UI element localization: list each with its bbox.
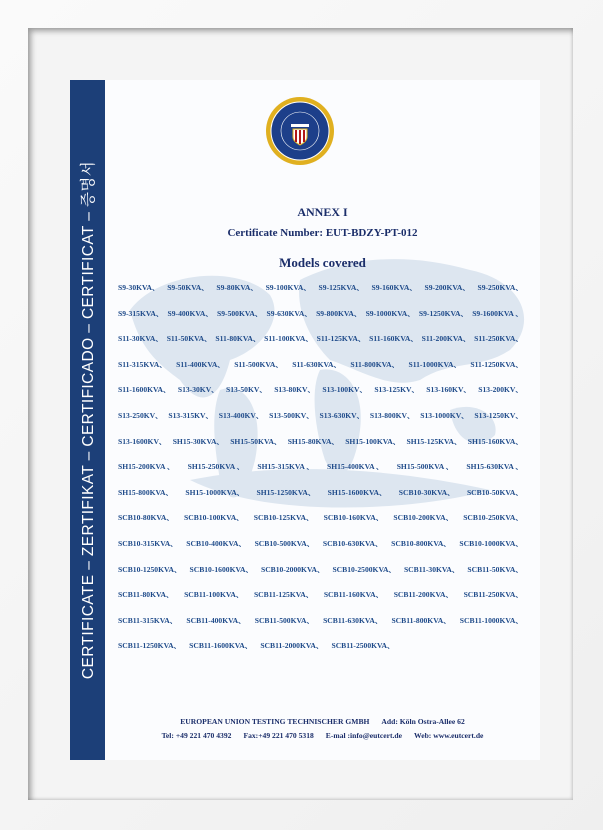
model-item: SH15-1000KVA、 [185,487,245,497]
footer-company-line [105,717,540,726]
model-item: SCB10-2500KVA、 [332,564,397,574]
model-item: SCB11-30KVA、 [403,564,460,574]
model-item: S11-800KVA、 [350,359,400,369]
model-item: SCB10-30KVA、 [398,487,455,497]
model-item: S11-100KVA、 [264,334,313,344]
models-row [118,461,523,487]
model-item: SCB10-160KVA、 [323,513,384,523]
models-row [118,487,523,513]
model-item: S13-1600KV、 [118,436,167,446]
model-item: S13-800KV、 [369,410,415,420]
model-item: SCB11-1250KVA、 [118,641,182,651]
model-item: SCB11-400KVA、 [186,615,246,625]
model-item: SH15-800KVA、 [118,487,174,497]
model-item: SCB10-50KVA、 [466,487,523,497]
footer-address: Add: Köln Ostra-Allee 62 [381,717,465,726]
model-item: SH15-1600KVA、 [327,487,387,497]
model-item: SCB11-1000KVA、 [459,615,523,625]
model-item: S9-800KVA、 [316,308,362,318]
model-item: S11-500KVA、 [234,359,283,369]
footer-fax: Fax:+49 221 470 5318 [243,731,314,740]
model-item: S9-200KVA、 [424,283,470,292]
model-item: SH15-125KVA、 [406,436,462,446]
model-item: S13-30KV、 [177,385,219,395]
model-item: SCB11-125KVA、 [253,590,314,600]
models-row [118,436,523,462]
model-item: S11-50KVA、 [166,334,212,344]
model-item: S9-1000KVA、 [365,308,415,318]
models-row [118,410,523,436]
model-item: SCB10-315KVA、 [118,538,178,548]
model-item: S13-200KV、 [478,385,523,395]
model-item: S13-160KV、 [426,385,472,395]
footer-web: Web: www.eutcert.de [414,731,484,740]
model-item: SH15-315KVA 、 [257,462,314,472]
models-row [118,589,523,615]
model-item: SCB11-800KVA、 [391,615,451,625]
models-row [118,538,523,564]
model-item: S9-315KVA、 [118,308,164,318]
model-item: SCB11-2000KVA、 [260,641,324,651]
model-item: S13-500KV、 [269,410,314,420]
model-item: S9-80KVA、 [216,283,259,292]
model-item: S11-1250KVA、 [470,359,523,369]
model-item: SCB10-1600KVA、 [189,564,254,574]
model-item: S9-1250KVA、 [418,308,469,318]
models-row [118,333,523,359]
model-item: S11-1000KVA、 [408,359,462,369]
footer-tel: Tel: +49 221 470 4392 [161,731,232,740]
model-item: S13-1000KV、 [420,410,469,420]
model-item: S13-400KV、 [218,410,264,420]
model-item: S9-500KVA、 [217,308,263,318]
model-item: S11-125KVA、 [316,334,366,344]
model-item: SH15-1250KVA、 [256,487,316,497]
model-item: SCB10-1000KVA、 [459,538,523,548]
model-item: SCB11-500KVA、 [254,615,315,625]
model-item: S9-100KVA、 [265,283,311,292]
model-item: S11-200KVA、 [421,334,471,344]
model-item: SH15-630KVA 、 [466,462,523,472]
model-item: SH15-200KVA 、 [118,462,175,472]
model-item: SH15-100KVA、 [345,436,401,446]
model-item: SCB10-1250KVA、 [118,564,182,574]
model-item: S13-630KV、 [319,410,365,420]
model-item: SH15-30KVA、 [172,436,225,446]
model-item: S9-30KVA、 [118,283,160,292]
model-item: S13-250KV、 [118,410,163,420]
model-item: SCB10-125KVA、 [253,513,314,523]
model-item: SH15-50KVA、 [230,436,282,446]
model-item: SCB11-200KVA、 [393,590,454,600]
models-list [118,282,523,666]
model-item: SCB11-1600KVA、 [189,641,253,651]
model-item: SCB11-100KVA、 [184,590,244,600]
model-item: SCB11-2500KVA、 [331,641,395,651]
footer-email: E-mal :info@eutcert.de [325,731,403,740]
model-item: SCB10-2000KVA、 [260,564,325,574]
certificate-page [70,80,540,760]
models-row [118,615,523,641]
model-item: S11-315KVA、 [118,359,167,369]
model-item: SCB11-160KVA、 [323,590,384,600]
model-item: SCB10-630KVA、 [322,538,383,548]
models-row [118,384,523,410]
model-item: SCB10-80KVA、 [118,513,174,523]
model-item: S9-50KVA、 [167,283,209,292]
model-item: S13-125KV、 [374,385,420,395]
model-item: SCB11-50KVA、 [467,564,523,574]
certificate-number: Certificate Number: EUT-BDZY-PT-012 [227,227,418,239]
model-item: S11-160KVA、 [369,334,418,344]
model-item: SCB10-100KVA、 [184,513,244,523]
model-item: S11-630KVA、 [292,359,342,369]
model-item: S13-100KV、 [322,385,368,395]
models-row [118,359,523,385]
sidebar-text: CERTIFICATE – ZERTIFIKAT – CERTIFICADO – CERTIFICAT – 증명서 [80,160,97,680]
model-item: S11-400KVA、 [176,359,225,369]
model-item: S11-1600KVA、 [118,385,171,395]
model-item: SH15-250KVA 、 [187,462,245,472]
model-item: SH15-500KVA 、 [396,462,454,472]
model-item: S9-1600KVA 、 [472,308,523,318]
model-item: SCB11-80KVA、 [118,590,174,600]
models-row [118,640,523,666]
model-item: SH15-80KVA、 [287,436,340,446]
model-item: SH15-160KVA、 [467,436,523,446]
model-item: S9-400KVA、 [167,308,213,318]
model-item: SCB11-250KVA、 [463,590,523,600]
model-item: SCB10-400KVA、 [186,538,247,548]
footer-contact-line [105,731,540,740]
models-row [118,308,523,334]
model-item: SCB10-250KVA、 [463,513,523,523]
models-row [118,282,523,308]
model-item: S13-50KV、 [226,385,267,395]
model-item: S11-80KVA、 [215,334,261,344]
model-item: S13-80KV、 [274,385,316,395]
model-item: S11-30KVA、 [118,334,164,344]
models-heading: Models covered [279,255,366,270]
models-row [118,564,523,590]
model-item: S9-630KVA、 [266,308,312,318]
model-item: SH15-400KVA 、 [327,462,384,472]
model-item: SCB10-200KVA、 [393,513,454,523]
model-item: S11-250KVA、 [474,334,523,344]
model-item: SCB11-315KVA、 [118,615,178,625]
model-item: SCB10-500KVA、 [254,538,315,548]
model-item: S9-250KVA、 [477,283,523,292]
model-item: S9-160KVA、 [371,283,417,292]
models-row [118,512,523,538]
annex-heading: ANNEX I [297,205,348,219]
eut-seal-logo [265,96,335,166]
model-item: SCB11-630KVA、 [323,615,383,625]
model-item: S13-315KV、 [168,410,214,420]
model-item: S9-125KVA、 [318,283,364,292]
model-item: S13-1250KV、 [474,410,523,420]
model-item: SCB10-800KVA、 [391,538,451,548]
certificate-sidebar-band [70,80,105,760]
footer-company: EUROPEAN UNION TESTING TECHNISCHER GMBH [180,717,370,726]
